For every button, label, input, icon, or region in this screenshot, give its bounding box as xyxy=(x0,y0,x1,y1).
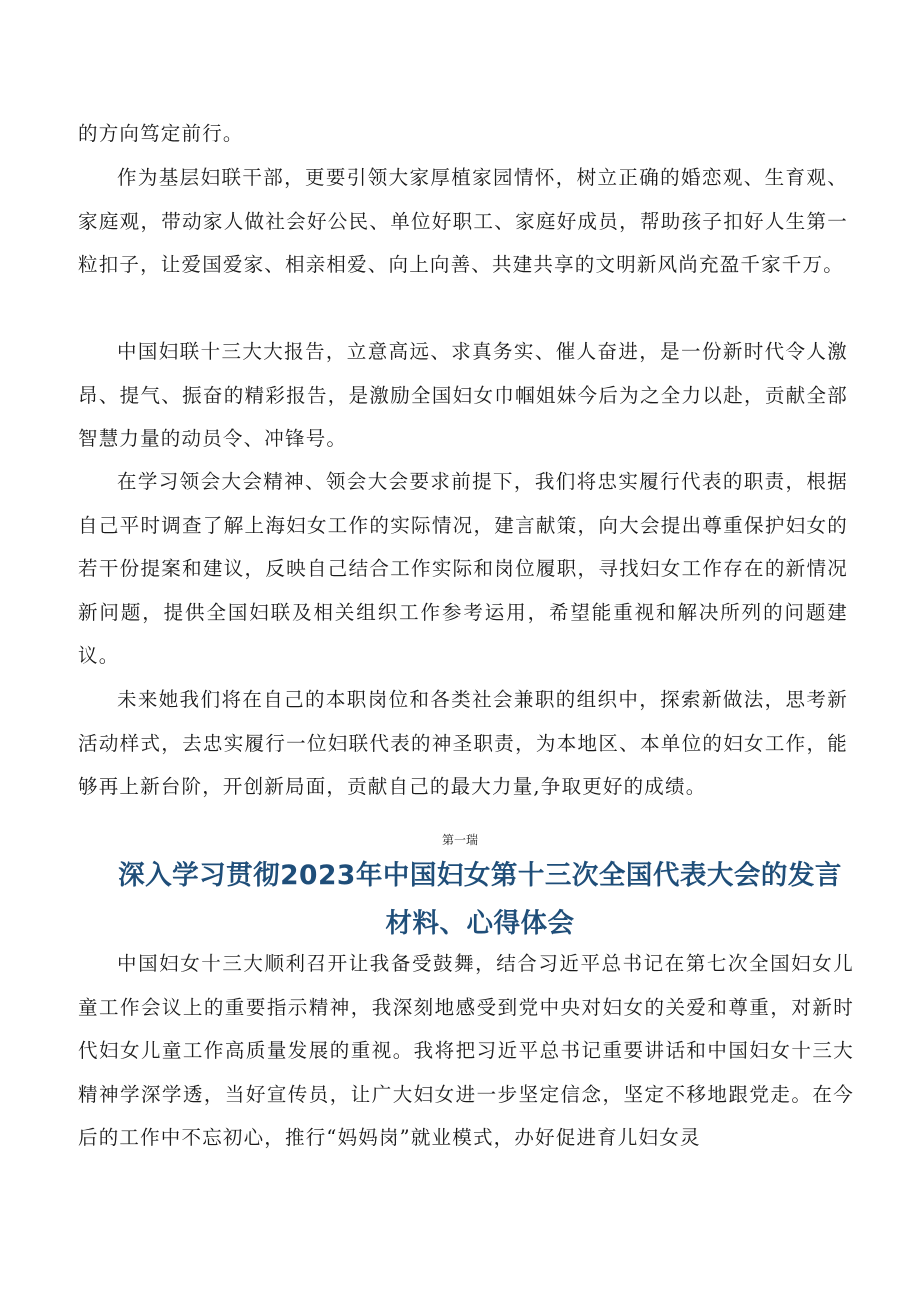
section-label: 第一瑞 xyxy=(441,833,478,847)
paragraph-proposals: 在学习领会大会精神、领会大会要求前提下，我们将忠实履行代表的职责，根据自己平时调查了解上海妇女工作的实际情况，建言献策，向大会提出尊重保护妇女的若干份提案和建议，反映自己结合工作实际和岗位履职，寻找妇女工作存在的新情况新问题，提供全国妇联及相关组织工作参考运用，希望能重视和解决所列的问题建议。 xyxy=(78,470,848,667)
paragraph-continuation: 的方向笃定前行。 xyxy=(78,122,244,145)
paragraph-future: 未来她我们将在自己的本职岗位和各类社会兼职的组织中，探索新做法，思考新活动样式，去忠实履行一位妇联代表的神圣职责，为本地区、本单位的妇女工作，能够再上新台阶，开创新局面，贡献自己的最大力量,争取更好的成绩。 xyxy=(78,688,848,798)
paragraph-duty: 作为基层妇联干部，更要引领大家厚植家园情怀，树立正确的婚恋观、生育观、家庭观，带动家人做社会好公民、单位好职工、家庭好成员，帮助孩子扣好人生第一粒扣子，让爱国爱家、相亲相爱、向上向善、共建共享的文明新风尚充盈千家千万。 xyxy=(78,166,848,276)
paragraph-report: 中国妇联十三大大报告，立意高远、求真务实、催人奋进，是一份新时代令人激昂、提气、振奋的精彩报告，是激励全国妇女巾帼姐妹今后为之全力以赴，贡献全部智慧力量的动员令、冲锋号。 xyxy=(78,340,848,450)
document-title: 深入学习贯彻2023年中国妇女第十三次全国代表大会的发言材料、心得体会 xyxy=(118,860,842,939)
paragraph-congress: 中国妇女十三大顺利召开让我备受鼓舞，结合习近平总书记在第七次全国妇女儿童工作会议上的重要指示精神，我深刻地感受到党中央对妇女的关爱和尊重，对新时代妇女儿童工作高质量发展的重视。我将把习近平总书记重要讲话和中国妇女十三大精神学深学透，当好宣传员，让广大妇女进一步坚定信念，坚定不移地跟党走。在今后的工作中不忘初心，推行“妈妈岗”就业模式，办好促进育儿妇女灵 xyxy=(78,952,854,1149)
